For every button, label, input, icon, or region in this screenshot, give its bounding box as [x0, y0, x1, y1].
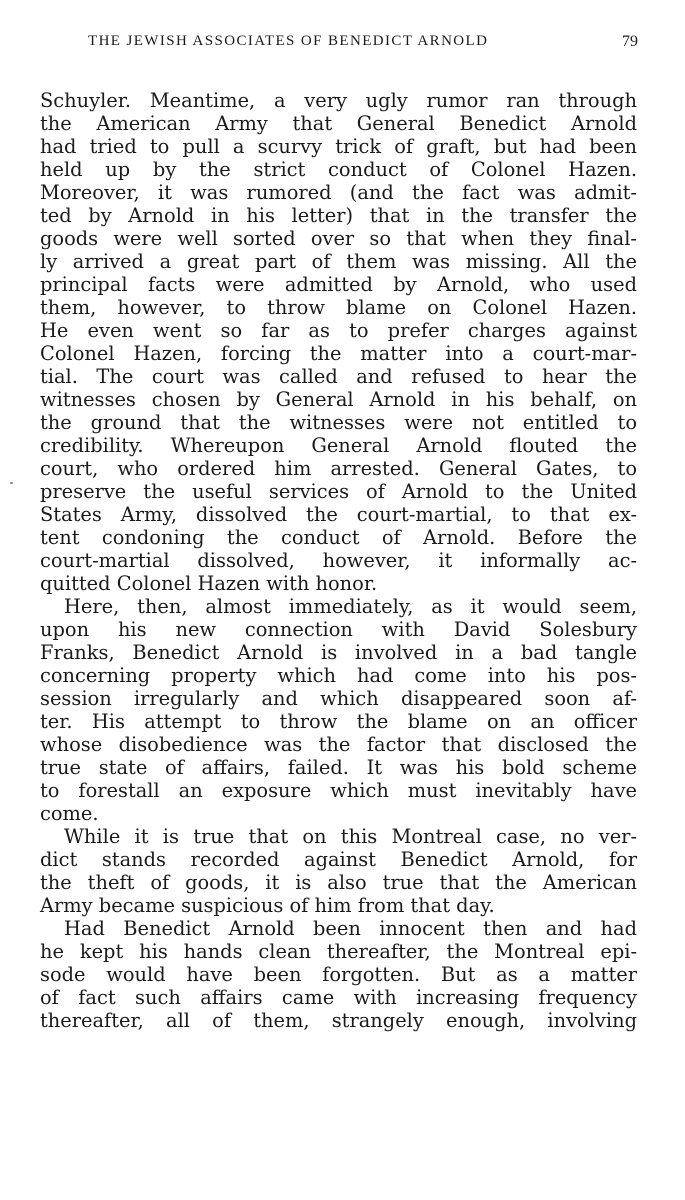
print-speck — [10, 482, 13, 484]
text-line: ted by Arnold in his letter) that in the transfer the — [40, 204, 637, 227]
text-line: he kept his hands clean thereafter, the Montreal epi- — [40, 940, 637, 963]
text-line: preserve the useful services of Arnold to the United — [40, 480, 637, 503]
paragraph-first-line: While it is true that on this Montreal case, no ver- — [64, 825, 637, 848]
text-line: He even went so far as to prefer charges against — [40, 319, 637, 342]
text-line: sode would have been forgotten. But as a matter — [40, 963, 637, 986]
paragraph-end-line: quitted Colonel Hazen with honor. — [40, 572, 378, 595]
text-line: held up by the strict conduct of Colonel Hazen. — [40, 158, 637, 181]
running-head — [88, 33, 638, 55]
page-number: 79 — [622, 33, 638, 50]
text-line: them, however, to throw blame on Colonel Hazen. — [40, 296, 637, 319]
text-line: ly arrived a great part of them was missing. All the — [40, 250, 637, 273]
text-line: thereafter, all of them, strangely enough, involving — [40, 1009, 637, 1032]
text-line: had tried to pull a scurvy trick of graft, but had been — [40, 135, 637, 158]
text-line: dict stands recorded against Benedict Arnold, for — [40, 848, 637, 871]
text-line: the theft of goods, it is also true that the American — [40, 871, 637, 894]
text-line: credibility. Whereupon General Arnold flouted the — [40, 434, 637, 457]
running-title: THE JEWISH ASSOCIATES OF BENEDICT ARNOLD — [88, 33, 489, 49]
text-line: Schuyler. Meantime, a very ugly rumor ran through — [40, 89, 637, 112]
text-line: ter. His attempt to throw the blame on an officer — [40, 710, 637, 733]
text-line: whose disobedience was the factor that disclosed the — [40, 733, 637, 756]
paragraph-first-line: Here, then, almost immediately, as it would seem, — [64, 595, 637, 618]
text-line: States Army, dissolved the court-martial, to that ex- — [40, 503, 637, 526]
text-line: tial. The court was called and refused to hear the — [40, 365, 637, 388]
text-line: court, who ordered him arrested. General Gates, to — [40, 457, 637, 480]
text-line: of fact such affairs came with increasing frequency — [40, 986, 637, 1009]
text-line: witnesses chosen by General Arnold in his behalf, on — [40, 388, 637, 411]
paragraph-first-line: Had Benedict Arnold been innocent then and had — [64, 917, 637, 940]
text-line: Franks, Benedict Arnold is involved in a bad tangle — [40, 641, 637, 664]
paragraph-end-line: come. — [40, 802, 99, 825]
text-line: Colonel Hazen, forcing the matter into a court-mar- — [40, 342, 637, 365]
text-line: tent condoning the conduct of Arnold. Before the — [40, 526, 637, 549]
text-line: Moreover, it was rumored (and the fact was admit- — [40, 181, 637, 204]
text-line: the American Army that General Benedict Arnold — [40, 112, 637, 135]
text-line: court-martial dissolved, however, it informally ac- — [40, 549, 637, 572]
text-line: goods were well sorted over so that when they final- — [40, 227, 637, 250]
text-line: the ground that the witnesses were not entitled to — [40, 411, 637, 434]
text-line: concerning property which had come into his pos- — [40, 664, 637, 687]
text-line: session irregularly and which disappeared soon af- — [40, 687, 637, 710]
text-line: to forestall an exposure which must inevitably have — [40, 779, 637, 802]
text-line: upon his new connection with David Solesbury — [40, 618, 637, 641]
paragraph-end-line: Army became suspicious of him from that day. — [40, 894, 495, 917]
body-text — [40, 89, 637, 1032]
text-line: principal facts were admitted by Arnold, who used — [40, 273, 637, 296]
text-line: true state of affairs, failed. It was his bold scheme — [40, 756, 637, 779]
